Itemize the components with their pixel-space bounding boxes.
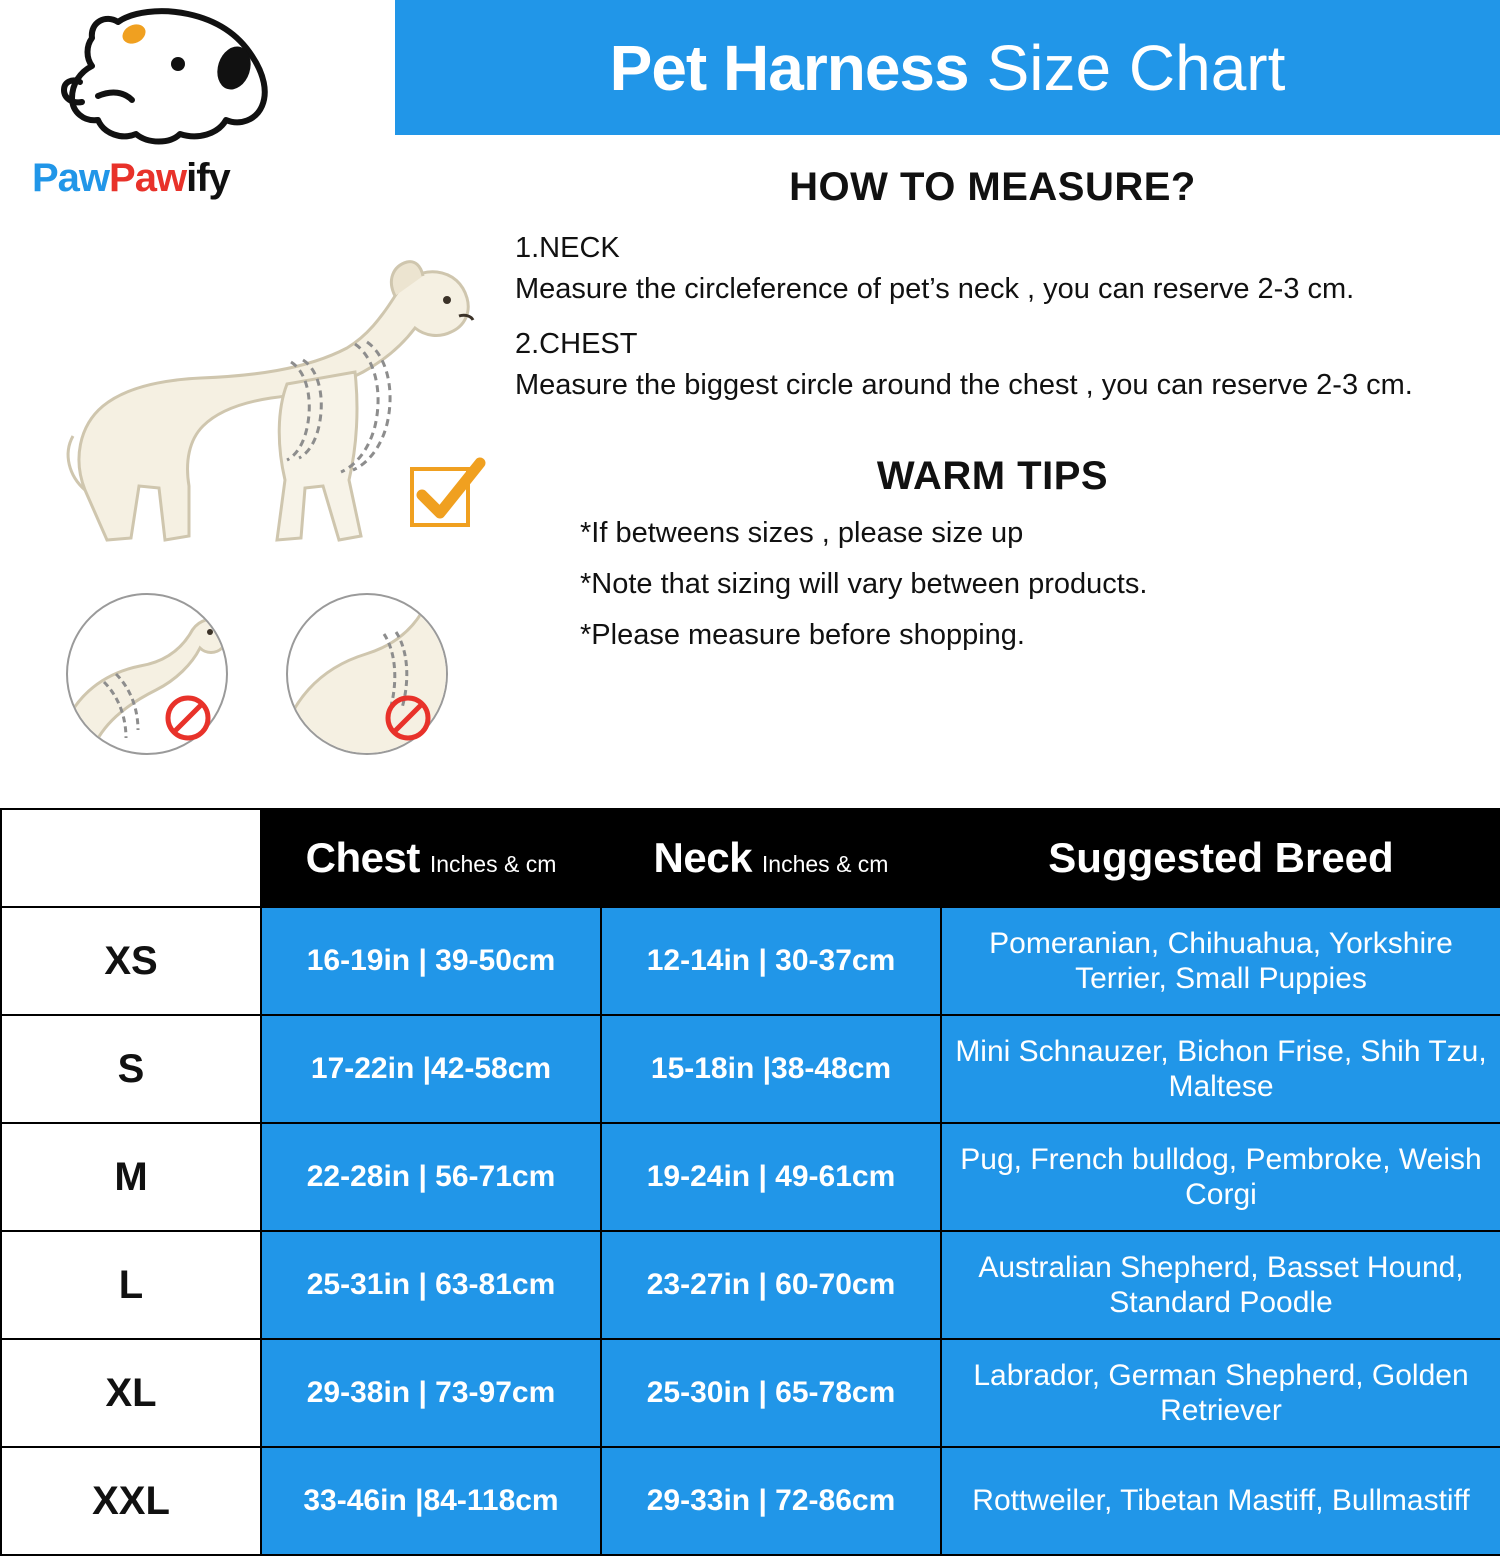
row-chest-l: 25-31in | 63-81cm — [261, 1231, 601, 1339]
header-size-blank — [1, 809, 261, 907]
row-size-m: M — [1, 1123, 261, 1231]
row-neck-xxl: 29-33in | 72-86cm — [601, 1447, 941, 1555]
header-breed-label: Suggested Breed — [1048, 834, 1394, 881]
measure-item-1-text: Measure the circleference of pet’s neck , you can reserve 2-3 cm. — [515, 273, 1355, 305]
size-chart-table — [0, 808, 1500, 1556]
page-title-bold: Pet Harness — [609, 31, 969, 104]
measure-item-2-title: 2.CHEST — [515, 328, 638, 360]
header-breed — [941, 809, 1500, 907]
measure-item-2-text: Measure the biggest circle around the chest , you can reserve 2-3 cm. — [515, 369, 1413, 401]
orange-check-mark-icon — [408, 455, 486, 533]
row-chest-xl: 29-38in | 73-97cm — [261, 1339, 601, 1447]
page-title-light: Size Chart — [986, 31, 1286, 104]
warm-tip-2: *Note that sizing will vary between products. — [580, 568, 1148, 600]
row-breed-l: Australian Shepherd, Basset Hound, Standard Poodle — [941, 1231, 1500, 1339]
header-chest-label: Chest — [305, 834, 420, 881]
row-chest-m: 22-28in | 56-71cm — [261, 1123, 601, 1231]
row-breed-xs: Pomeranian, Chihuahua, Yorkshire Terrier, Small Puppies — [941, 907, 1500, 1015]
row-neck-l: 23-27in | 60-70cm — [601, 1231, 941, 1339]
brand-logo-text — [32, 156, 230, 201]
row-size-l: L — [1, 1231, 261, 1339]
row-neck-s: 15-18in |38-48cm — [601, 1015, 941, 1123]
dog-head-logo-icon — [20, 8, 320, 158]
logo-text-part2: Paw — [109, 156, 187, 200]
header-neck-label: Neck — [653, 834, 752, 881]
header-chest-units: Inches & cm — [429, 851, 557, 877]
table-row — [1, 1123, 1500, 1231]
row-chest-xxl: 33-46in |84-118cm — [261, 1447, 601, 1555]
how-to-measure-heading: HOW TO MEASURE? — [789, 165, 1196, 209]
brand-logo — [20, 8, 320, 218]
dog-wrong-fit-neck-image — [60, 590, 235, 765]
header-neck — [601, 809, 941, 907]
row-chest-s: 17-22in |42-58cm — [261, 1015, 601, 1123]
dog-wrong-fit-back-image — [280, 590, 455, 765]
header-neck-units: Inches & cm — [761, 851, 889, 877]
row-neck-m: 19-24in | 49-61cm — [601, 1123, 941, 1231]
logo-text-part3: ify — [186, 156, 230, 200]
prohibited-icon — [168, 698, 208, 738]
logo-text-part1: Paw — [32, 156, 110, 200]
row-breed-s: Mini Schnauzer, Bichon Frise, Shih Tzu, Maltese — [941, 1015, 1500, 1123]
table-row — [1, 1231, 1500, 1339]
measure-item-1-title: 1.NECK — [515, 232, 620, 264]
page-title — [395, 0, 1500, 135]
header-chest — [261, 809, 601, 907]
table-row — [1, 1447, 1500, 1555]
table-header-row — [1, 809, 1500, 907]
row-size-xl: XL — [1, 1339, 261, 1447]
row-neck-xl: 25-30in | 65-78cm — [601, 1339, 941, 1447]
row-breed-xxl: Rottweiler, Tibetan Mastiff, Bullmastiff — [941, 1447, 1500, 1555]
table-row — [1, 907, 1500, 1015]
row-size-xxl: XXL — [1, 1447, 261, 1555]
row-breed-m: Pug, French bulldog, Pembroke, Weish Corgi — [941, 1123, 1500, 1231]
row-chest-xs: 16-19in | 39-50cm — [261, 907, 601, 1015]
warm-tip-1: *If betweens sizes , please size up — [580, 517, 1024, 549]
table-row — [1, 1339, 1500, 1447]
row-breed-xl: Labrador, German Shepherd, Golden Retriever — [941, 1339, 1500, 1447]
row-size-s: S — [1, 1015, 261, 1123]
instructions-block — [505, 165, 1480, 652]
row-neck-xs: 12-14in | 30-37cm — [601, 907, 941, 1015]
warm-tip-3: *Please measure before shopping. — [580, 619, 1025, 651]
table-row — [1, 1015, 1500, 1123]
warm-tips-heading: WARM TIPS — [876, 454, 1109, 498]
row-size-xs: XS — [1, 907, 261, 1015]
